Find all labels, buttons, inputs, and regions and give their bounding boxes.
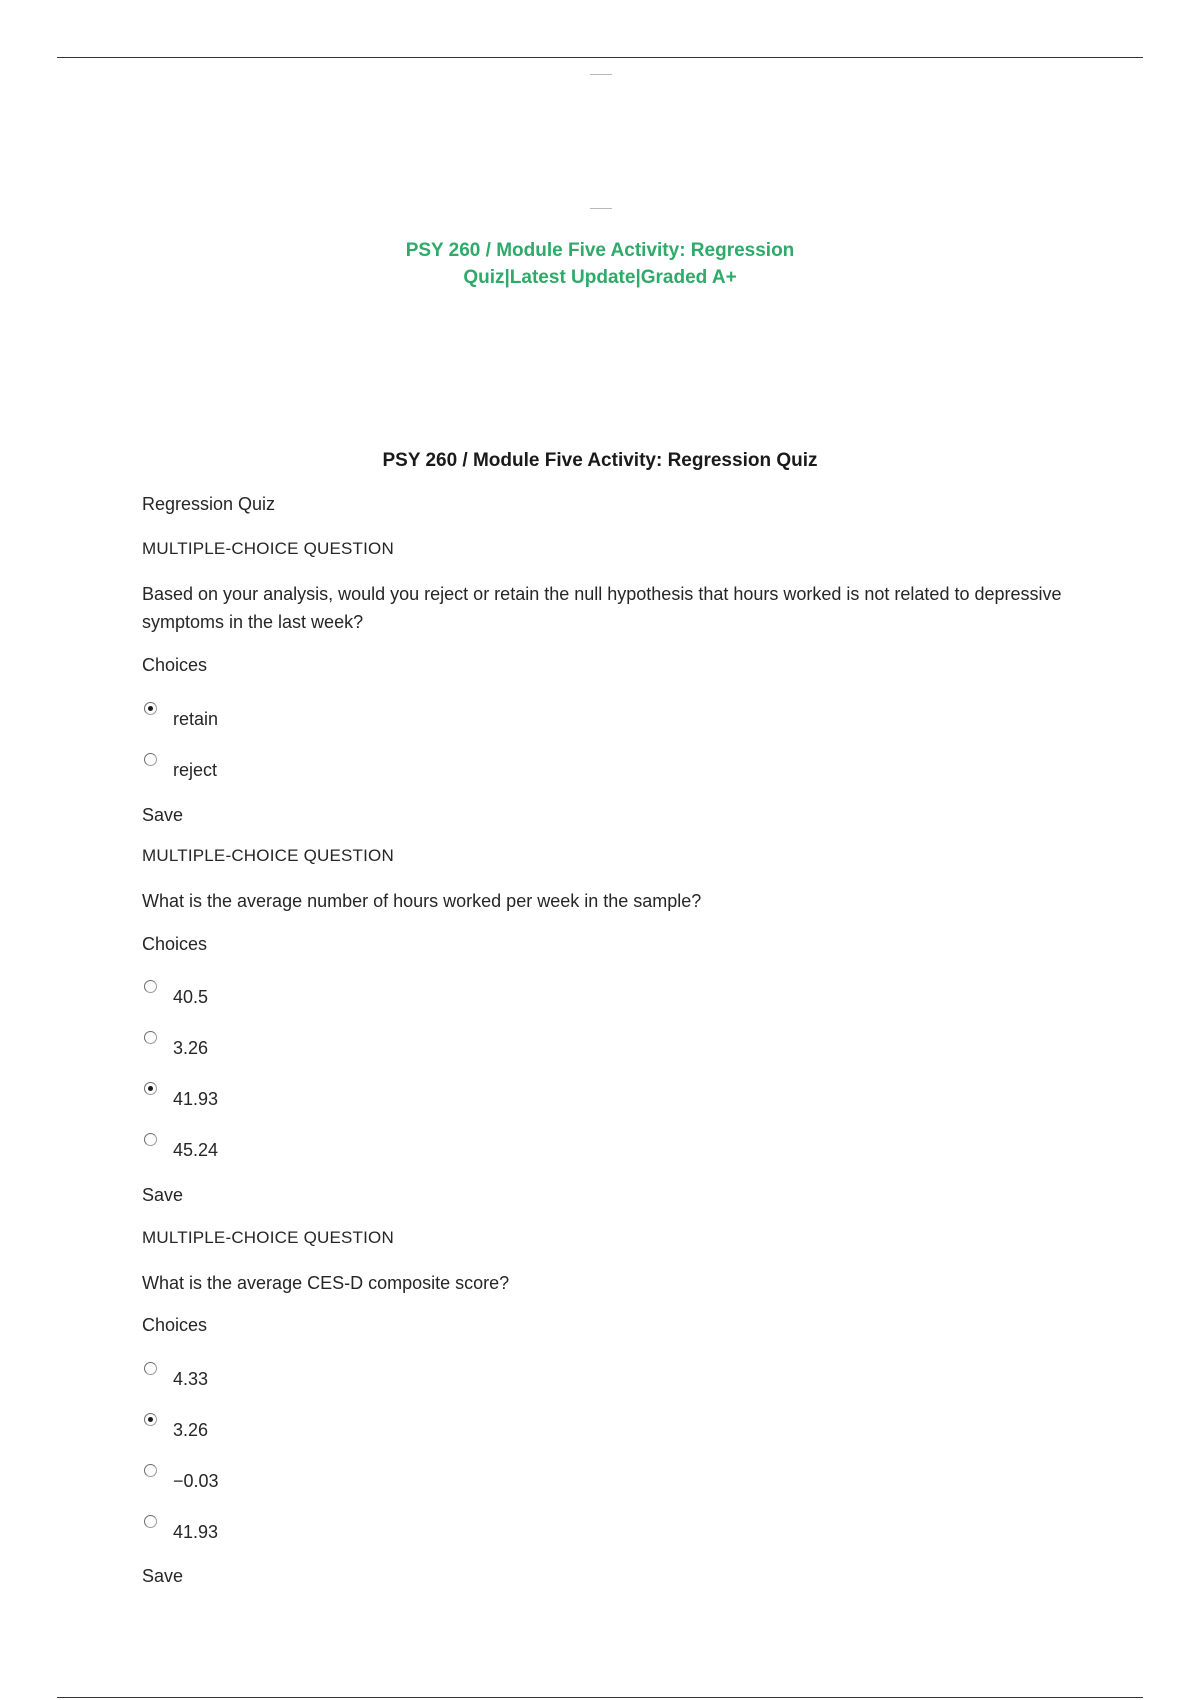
- choice-label: −0.03: [173, 1471, 219, 1491]
- question-1-text: Based on your analysis, would you reject or retain the null hypothesis that hours worked is not related to depressive symptoms in the last week?: [142, 584, 1062, 632]
- choice-label: 4.33: [173, 1369, 209, 1389]
- cover-title-line1: PSY 260 / Module Five Activity: Regression: [405, 240, 795, 261]
- question-3-choice-4[interactable]: [144, 1516, 218, 1542]
- radio-unselected-icon[interactable]: [144, 1362, 157, 1375]
- choice-label: retain: [173, 709, 219, 729]
- quiz-name: Regression Quiz: [142, 494, 276, 514]
- question-3-text: What is the average CES-D composite score?: [142, 1273, 510, 1293]
- question-3-choice-3[interactable]: [144, 1465, 219, 1491]
- page-title: PSY 260 / Module Five Activity: Regression Quiz: [382, 450, 818, 471]
- radio-unselected-icon[interactable]: [144, 1133, 157, 1146]
- choice-label: 41.93: [173, 1089, 219, 1109]
- question-2-text: What is the average number of hours worked per week in the sample?: [142, 891, 702, 911]
- choice-label: 45.24: [173, 1140, 219, 1160]
- cover-mark: [590, 208, 612, 209]
- question-3-type: MULTIPLE-CHOICE QUESTION: [142, 1228, 394, 1247]
- question-2-choice-1[interactable]: [144, 981, 208, 1007]
- radio-unselected-icon[interactable]: [144, 980, 157, 993]
- question-1-choice-1[interactable]: [144, 703, 218, 729]
- radio-unselected-icon[interactable]: [144, 1515, 157, 1528]
- top-rule: [57, 57, 1143, 58]
- question-2-type: MULTIPLE-CHOICE QUESTION: [142, 846, 394, 865]
- choice-label: 40.5: [173, 987, 209, 1007]
- question-1-save-button[interactable]: Save: [142, 805, 184, 825]
- question-2-save-button[interactable]: Save: [142, 1185, 184, 1205]
- question-3-choice-2[interactable]: [144, 1414, 208, 1440]
- cover-title: [0, 237, 1200, 291]
- choice-label: reject: [173, 760, 218, 780]
- question-1-choice-2[interactable]: [144, 754, 217, 780]
- radio-selected-icon[interactable]: [144, 1082, 157, 1095]
- bottom-rule: [57, 1697, 1143, 1698]
- radio-unselected-icon[interactable]: [144, 1031, 157, 1044]
- radio-unselected-icon[interactable]: [144, 753, 157, 766]
- radio-selected-icon[interactable]: [144, 1413, 157, 1426]
- question-3-save-button[interactable]: Save: [142, 1566, 184, 1586]
- choice-label: 3.26: [173, 1038, 209, 1058]
- question-2-choice-3[interactable]: [144, 1083, 218, 1109]
- question-2-choice-4[interactable]: [144, 1134, 218, 1160]
- question-3-choice-1[interactable]: [144, 1363, 208, 1389]
- question-1-type: MULTIPLE-CHOICE QUESTION: [142, 539, 394, 558]
- choice-label: 3.26: [173, 1420, 209, 1440]
- question-2-choices-label: Choices: [142, 934, 208, 954]
- choice-label: 41.93: [173, 1522, 219, 1542]
- cover-title-line2: Quiz|Latest Update|Graded A+: [463, 267, 737, 288]
- question-3-choices-label: Choices: [142, 1315, 208, 1335]
- question-1-choices-label: Choices: [142, 655, 208, 675]
- question-2-choice-2[interactable]: [144, 1032, 208, 1058]
- radio-unselected-icon[interactable]: [144, 1464, 157, 1477]
- radio-selected-icon[interactable]: [144, 702, 157, 715]
- header-mark: [590, 74, 612, 75]
